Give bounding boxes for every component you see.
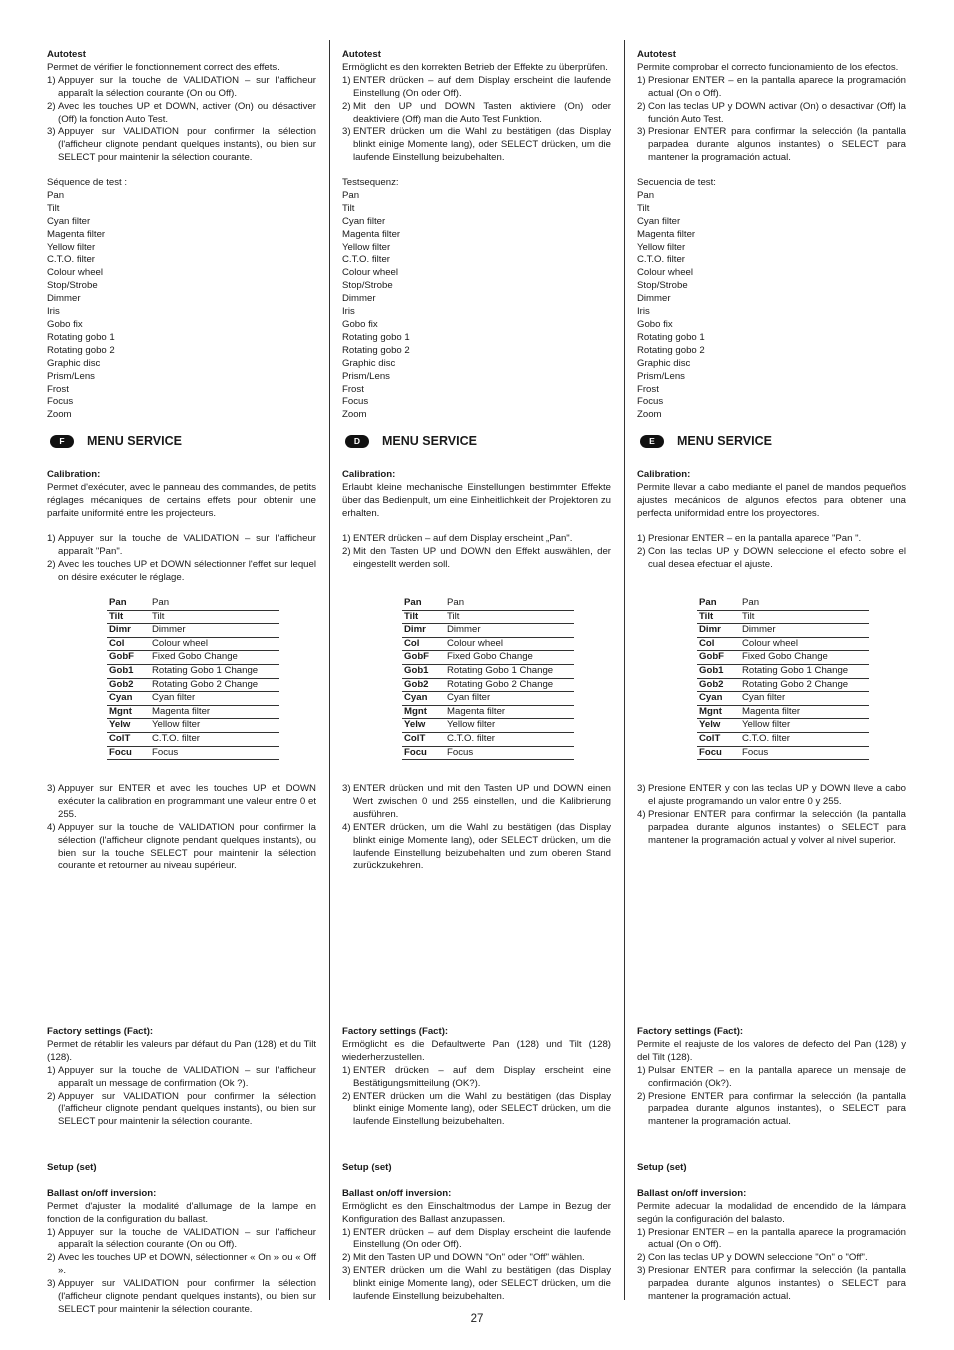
effect-name: C.T.O. filter — [152, 732, 279, 746]
step-item: 3) ENTER drücken um die Wahl zu bestätigen (das Display blinkt einige Momente lang), oder SELECT drücken, um die laufende Einstellung beizubehalten. — [342, 126, 611, 165]
table-row — [402, 664, 574, 678]
effect-name: Focus — [447, 746, 574, 760]
effect-code: Focu — [697, 746, 742, 760]
language-badge: E — [640, 435, 664, 448]
effect-name: Rotating Gobo 1 Change — [447, 664, 574, 678]
effect-code: Focu — [402, 746, 447, 760]
step-list — [342, 533, 611, 572]
subsection-heading: Ballast on/off inversion: — [637, 1187, 747, 1199]
effect-code: Pan — [402, 597, 447, 610]
section-intro: Permite comprobar el correcto funcionamiento de los efectos. — [637, 61, 899, 73]
calibration-section — [637, 469, 906, 521]
language-badge: D — [345, 435, 369, 448]
effect-name: Cyan filter — [447, 692, 574, 706]
table-row — [697, 705, 869, 719]
effect-code: Mgnt — [697, 705, 742, 719]
table-row — [107, 664, 279, 678]
sequence-item: Iris — [47, 306, 60, 318]
table-row — [107, 692, 279, 706]
column-divider — [624, 40, 625, 1300]
sequence-item: Tilt — [637, 202, 650, 214]
effect-code: Col — [107, 637, 152, 651]
calibration-table — [107, 597, 279, 760]
language-badge: F — [50, 435, 74, 448]
effect-name: Rotating Gobo 1 Change — [742, 664, 869, 678]
effect-name: Tilt — [152, 610, 279, 624]
effect-code: Mgnt — [107, 705, 152, 719]
section-intro: Permet d'ajuster la modalité d'allumage de la lampe en fonction de la configuration du ballast. — [47, 1200, 316, 1225]
effect-name: Yellow filter — [447, 719, 574, 733]
sequence-item: Rotating gobo 2 — [47, 344, 115, 356]
table-row — [402, 637, 574, 651]
step-item: 3) Appuyer sur VALIDATION pour confirmer la sélection (l'afficheur clignote pendant quelques instants), ou bien sur SELECT pour maintenir la sélection courante. — [47, 126, 316, 165]
column-spanish — [637, 49, 906, 1303]
calibration-table — [697, 597, 869, 760]
step-item: 1) ENTER drücken – auf dem Display erscheint eine Bestätigungsmitteilung (OK?). — [342, 1065, 611, 1091]
effect-code: Tilt — [402, 610, 447, 624]
step-item: 1) Pulsar ENTER – en la pantalla aparece un mensaje de confirmación (Ok?). — [637, 1065, 906, 1091]
sequence-item: Pan — [637, 189, 655, 201]
step-item: 2) Con las teclas UP y DOWN activar (On) o desactivar (Off) la función Auto Test. — [637, 101, 906, 127]
sequence-item: Colour wheel — [637, 267, 693, 279]
step-item: 2) Con las teclas UP y DOWN seleccione "On" o "Off". — [637, 1252, 906, 1265]
effect-code: Yelw — [697, 719, 742, 733]
sequence-item: Tilt — [342, 202, 355, 214]
test-sequence — [47, 177, 316, 422]
menu-title: MENU SERVICE — [382, 434, 477, 448]
sequence-item: Prism/Lens — [342, 370, 390, 382]
effect-code: Dimr — [107, 624, 152, 638]
table-row — [107, 678, 279, 692]
sequence-item: Cyan filter — [342, 215, 386, 227]
effect-name: Pan — [152, 597, 279, 610]
effect-code: ColT — [107, 732, 152, 746]
effect-name: Colour wheel — [447, 637, 574, 651]
effect-name: Pan — [742, 597, 869, 610]
sequence-item: Rotating gobo 1 — [637, 331, 705, 343]
table-row — [697, 637, 869, 651]
section-intro: Permite llevar a cabo mediante el panel de mandos pequeños ajustes mecánicos de algunos efectos para obtener una perfecta uniformidad entre los proyectores. — [637, 481, 906, 519]
step-list — [342, 1065, 611, 1130]
effect-code: Col — [697, 637, 742, 651]
table-row — [402, 597, 574, 610]
effect-name: Rotating Gobo 2 Change — [447, 678, 574, 692]
table-row — [697, 610, 869, 624]
sequence-item: Focus — [47, 396, 74, 408]
sequence-item: Graphic disc — [637, 357, 691, 369]
effect-code: Pan — [107, 597, 152, 610]
section-intro: Permite adecuar la modalidad de encendido de la lámpara según la configuración del balasto. — [637, 1200, 906, 1225]
sequence-item: Iris — [637, 306, 650, 318]
section-heading: Calibration: — [47, 469, 101, 480]
setup-section — [342, 1162, 611, 1304]
step-item: 1) Appuyer sur la touche de VALIDATION – sur l'afficheur apparaît "Pan". — [47, 533, 316, 559]
effect-code: Dimr — [402, 624, 447, 638]
test-sequence — [342, 177, 611, 422]
section-heading: Calibration: — [342, 469, 396, 480]
sequence-item: Gobo fix — [637, 318, 673, 330]
effect-name: Pan — [447, 597, 574, 610]
section-intro: Ermöglicht es den korrekten Betrieb der Effekte zu überprüfen. — [342, 61, 608, 73]
section-heading: Autotest — [342, 49, 381, 60]
step-item: 1) Presionar ENTER – en la pantalla aparece la programación actual (On o Off). — [637, 75, 906, 101]
table-row — [402, 746, 574, 760]
effect-code: GobF — [697, 651, 742, 665]
section-heading: Factory settings (Fact): — [342, 1026, 449, 1037]
step-item: 2) Avec les touches UP et DOWN, sélectionner « On » ou « Off ». — [47, 1252, 316, 1278]
table-row — [402, 732, 574, 746]
table-row — [107, 719, 279, 733]
step-item: 4) Appuyer sur la touche de VALIDATION pour confirmer la sélection (l'afficheur clignote pendant quelques instants), ou bien sur la touche SELECT pour maintenir la sélection courante et retourner au niveau supérieur. — [47, 822, 316, 874]
effect-code: Pan — [697, 597, 742, 610]
table-row — [402, 719, 574, 733]
effect-code: Tilt — [697, 610, 742, 624]
table-row — [107, 624, 279, 638]
step-item: 3) ENTER drücken um die Wahl zu bestätigen (das Display blinkt einige Momente lang), oder SELECT drücken, um die laufende Einstellung beizubehalten. — [342, 1265, 611, 1304]
effect-name: Yellow filter — [742, 719, 869, 733]
sequence-item: Yellow filter — [47, 241, 96, 253]
section-heading: Setup (set) — [47, 1162, 97, 1173]
step-item: 2) Avec les touches UP et DOWN sélectionner l'effet sur lequel on désire exécuter le réglage. — [47, 559, 316, 585]
step-item: 2) Avec les touches UP et DOWN, activer (On) ou désactiver (Off) la fonction Auto Test. — [47, 101, 316, 127]
table-row — [402, 705, 574, 719]
table-row — [107, 651, 279, 665]
step-list — [47, 75, 316, 165]
effect-code: Tilt — [107, 610, 152, 624]
effect-name: Focus — [152, 746, 279, 760]
step-item: 1) Appuyer sur la touche de VALIDATION – sur l'afficheur apparaît un message de confirmation (Ok ?). — [47, 1065, 316, 1091]
section-heading: Setup (set) — [637, 1162, 687, 1173]
table-row — [107, 732, 279, 746]
effect-code: Yelw — [107, 719, 152, 733]
effect-name: Tilt — [447, 610, 574, 624]
effect-code: Cyan — [697, 692, 742, 706]
sequence-item: C.T.O. filter — [47, 254, 95, 266]
autotest-section — [342, 49, 611, 165]
sequence-item: Graphic disc — [342, 357, 396, 369]
step-item: 1) ENTER drücken – auf dem Display erscheint „Pan". — [342, 533, 611, 546]
sequence-item: Focus — [342, 396, 369, 408]
sequence-item: Yellow filter — [342, 241, 391, 253]
step-item: 4) Presionar ENTER para confirmar la selección (la pantalla parpadea durante algunos instantes) o SELECT para mantener la programación actual y volver al nivel superior. — [637, 809, 906, 848]
step-list — [637, 75, 906, 165]
table-row — [697, 719, 869, 733]
factory-settings-section — [637, 1026, 906, 1129]
effect-name: Magenta filter — [742, 705, 869, 719]
step-item: 3) ENTER drücken und mit den Tasten UP und DOWN einen Wert zwischen 0 und 255 einstellen, und die Kalibrierung ausführen. — [342, 783, 611, 822]
section-heading: Calibration: — [637, 469, 691, 480]
effect-code: Gob1 — [107, 664, 152, 678]
effect-name: Colour wheel — [152, 637, 279, 651]
sequence-item: Cyan filter — [47, 215, 91, 227]
menu-title: MENU SERVICE — [87, 434, 182, 448]
step-list — [47, 1227, 316, 1317]
step-item: 1) Appuyer sur la touche de VALIDATION – sur l'afficheur apparaît la sélection courante (On ou Off). — [47, 1227, 316, 1253]
step-item: 1) ENTER drücken – auf dem Display erscheint die laufende Einstellung (On oder Off). — [342, 75, 611, 101]
step-item: 3) Presione ENTER y con las teclas UP y DOWN lleve a cabo el ajuste programando un valor entre 0 y 255. — [637, 783, 906, 809]
sequence-item: Cyan filter — [637, 215, 681, 227]
section-heading: Autotest — [47, 49, 86, 60]
sequence-item: Dimmer — [637, 293, 671, 305]
section-intro: Erlaubt kleine mechanische Einstellungen bestimmter Effekte über das Bedienpult, um eine Einheitlichkeit der Projektoren zu erhalten. — [342, 481, 611, 519]
factory-settings-section — [47, 1026, 316, 1129]
sequence-item: Gobo fix — [342, 318, 378, 330]
effect-code: Gob1 — [697, 664, 742, 678]
section-intro: Permet de vérifier le fonctionnement correct des effets. — [47, 61, 280, 73]
table-row — [402, 678, 574, 692]
step-list — [47, 1065, 316, 1130]
calibration-steps-b — [342, 783, 611, 873]
section-intro: Permet d'exécuter, avec le panneau des commandes, de petits réglages mécaniques de certains effets pour obtenir une parfaite uniformité entre les projecteurs. — [47, 481, 316, 519]
sequence-item: Stop/Strobe — [637, 280, 688, 292]
effect-code: GobF — [107, 651, 152, 665]
sequence-item: Tilt — [47, 202, 60, 214]
step-item: 1) Presionar ENTER – en la pantalla aparece la programación actual (On o Off). — [637, 1227, 906, 1253]
sequence-item: Frost — [342, 383, 364, 395]
table-row — [697, 678, 869, 692]
sequence-item: Magenta filter — [342, 228, 401, 240]
sequence-item: Frost — [47, 383, 69, 395]
subsection-heading: Ballast on/off inversion: — [342, 1187, 452, 1199]
sequence-item: Yellow filter — [637, 241, 686, 253]
column-divider — [329, 40, 330, 1300]
sequence-item: Zoom — [637, 409, 662, 421]
section-intro: Ermöglicht es den Einschaltmodus der Lampe in Bezug der Konfiguration des Ballast anzupassen. — [342, 1200, 611, 1225]
sequence-item: Gobo fix — [47, 318, 83, 330]
sequence-item: Pan — [342, 189, 360, 201]
factory-settings-section — [342, 1026, 611, 1129]
column-french — [47, 49, 316, 1315]
effect-code: ColT — [402, 732, 447, 746]
calibration-steps-b — [637, 783, 906, 848]
step-item: 2) Appuyer sur VALIDATION pour confirmer la sélection (l'afficheur clignote pendant quelques instants), ou bien sur SELECT pour maintenir la sélection courante. — [47, 1091, 316, 1130]
effect-name: Magenta filter — [447, 705, 574, 719]
effect-name: Magenta filter — [152, 705, 279, 719]
effect-code: Gob2 — [107, 678, 152, 692]
sequence-title: Testsequenz: — [342, 177, 399, 188]
effect-code: GobF — [402, 651, 447, 665]
sequence-item: Prism/Lens — [47, 370, 95, 382]
section-heading: Setup (set) — [342, 1162, 392, 1173]
sequence-item: Rotating gobo 1 — [342, 331, 410, 343]
table-row — [107, 705, 279, 719]
table-row — [107, 746, 279, 760]
sequence-item: Graphic disc — [47, 357, 101, 369]
effect-code: Dimr — [697, 624, 742, 638]
setup-section — [637, 1162, 906, 1304]
step-item: 3) Appuyer sur VALIDATION pour confirmer la sélection (l'afficheur clignote pendant quelques instants), ou bien sur SELECT pour maintenir la sélection courante. — [47, 1278, 316, 1317]
page-number: 27 — [470, 1313, 484, 1325]
sequence-item: C.T.O. filter — [637, 254, 685, 266]
table-row — [402, 651, 574, 665]
effect-name: Dimmer — [152, 624, 279, 638]
column-german — [342, 49, 611, 1303]
table-row — [402, 610, 574, 624]
menu-title: MENU SERVICE — [677, 434, 772, 448]
step-item: 2) Mit den UP und DOWN Tasten aktiviere (On) oder deaktiviere (Off) man die Auto Test Funktion. — [342, 101, 611, 127]
sequence-item: Dimmer — [47, 293, 81, 305]
step-list — [47, 533, 316, 585]
sequence-title: Secuencia de test: — [637, 177, 716, 188]
table-row — [697, 692, 869, 706]
effect-name: Fixed Gobo Change — [447, 651, 574, 665]
section-intro: Permet de rétablir les valeurs par défaut du Pan (128) et du Tilt (128). — [47, 1038, 316, 1063]
step-item: 2) ENTER drücken um die Wahl zu bestätigen (das Display blinkt einige Momente lang), oder SELECT drücken, um die laufende Einstellung beizubehalten. — [342, 1091, 611, 1130]
sequence-item: Magenta filter — [47, 228, 106, 240]
sequence-item: Prism/Lens — [637, 370, 685, 382]
step-list — [342, 783, 611, 873]
step-list — [47, 783, 316, 873]
table-row — [697, 746, 869, 760]
step-list — [342, 75, 611, 165]
sequence-item: Frost — [637, 383, 659, 395]
step-list — [342, 1227, 611, 1304]
effect-name: Fixed Gobo Change — [742, 651, 869, 665]
calibration-table — [402, 597, 574, 760]
table-row — [107, 597, 279, 610]
effect-name: C.T.O. filter — [742, 732, 869, 746]
calibration-section — [47, 469, 316, 521]
subsection-heading: Ballast on/off inversion: — [47, 1187, 157, 1199]
effect-name: Yellow filter — [152, 719, 279, 733]
effect-code: Yelw — [402, 719, 447, 733]
table-row — [697, 597, 869, 610]
effect-name: Dimmer — [447, 624, 574, 638]
effect-code: Gob2 — [402, 678, 447, 692]
step-list — [637, 1065, 906, 1130]
table-row — [402, 692, 574, 706]
table-row — [697, 624, 869, 638]
effect-name: Rotating Gobo 2 Change — [742, 678, 869, 692]
effect-name: Focus — [742, 746, 869, 760]
section-heading: Autotest — [637, 49, 676, 60]
step-item: 2) Mit den Tasten UP und DOWN den Effekt auswählen, der eingestellt werden soll. — [342, 546, 611, 572]
sequence-item: Zoom — [342, 409, 367, 421]
effect-code: Focu — [107, 746, 152, 760]
calibration-steps-b — [47, 783, 316, 873]
effect-code: Cyan — [107, 692, 152, 706]
calibration-steps-a — [637, 533, 906, 572]
calibration-steps-a — [47, 533, 316, 585]
autotest-section — [47, 49, 316, 165]
sequence-item: Colour wheel — [47, 267, 103, 279]
step-item: 3) Presionar ENTER para confirmar la selección (la pantalla parpadea durante algunos instantes) o SELECT para mantener la programación actual. — [637, 1265, 906, 1304]
step-list — [637, 783, 906, 848]
effect-code: ColT — [697, 732, 742, 746]
step-item: 2) Presione ENTER para confirmar la selección (la pantalla parpadea durante algunos instantes), o SELECT para mantener la programación actual. — [637, 1091, 906, 1130]
table-row — [697, 651, 869, 665]
section-intro: Permite el reajuste de los valores de defecto del Pan (128) y del Tilt (128). — [637, 1038, 906, 1063]
sequence-item: C.T.O. filter — [342, 254, 390, 266]
effect-name: Tilt — [742, 610, 869, 624]
section-heading: Factory settings (Fact): — [637, 1026, 744, 1037]
sequence-item: Zoom — [47, 409, 72, 421]
section-heading: Factory settings (Fact): — [47, 1026, 154, 1037]
step-item: 1) Presionar ENTER – en la pantalla aparece "Pan ". — [637, 533, 906, 546]
section-intro: Ermöglicht es die Defaultwerte Pan (128) und Tilt (128) wiederherzustellen. — [342, 1038, 611, 1063]
effect-name: Rotating Gobo 2 Change — [152, 678, 279, 692]
step-item: 3) Presionar ENTER para confirmar la selección (la pantalla parpadea durante algunos instantes) o SELECT para mantener la programación actual. — [637, 126, 906, 165]
sequence-item: Rotating gobo 2 — [637, 344, 705, 356]
sequence-item: Magenta filter — [637, 228, 696, 240]
sequence-title: Séquence de test : — [47, 177, 128, 188]
effect-code: Col — [402, 637, 447, 651]
effect-name: Cyan filter — [742, 692, 869, 706]
sequence-item: Stop/Strobe — [342, 280, 393, 292]
table-row — [697, 732, 869, 746]
effect-name: Cyan filter — [152, 692, 279, 706]
effect-code: Gob2 — [697, 678, 742, 692]
sequence-item: Rotating gobo 1 — [47, 331, 115, 343]
step-list — [637, 1227, 906, 1304]
sequence-item: Colour wheel — [342, 267, 398, 279]
calibration-steps-a — [342, 533, 611, 572]
step-item: 3) Appuyer sur ENTER et avec les touches UP et DOWN exécuter la calibration en programmant une valeur entre 0 et 255. — [47, 783, 316, 822]
effect-code: Cyan — [402, 692, 447, 706]
table-row — [107, 610, 279, 624]
step-item: 2) Con las teclas UP y DOWN seleccione el efecto sobre el cual desea efectuar el ajuste. — [637, 546, 906, 572]
effect-name: Rotating Gobo 1 Change — [152, 664, 279, 678]
step-list — [637, 533, 906, 572]
sequence-item: Pan — [47, 189, 65, 201]
table-row — [697, 664, 869, 678]
sequence-item: Focus — [637, 396, 664, 408]
step-item: 1) ENTER drücken – auf dem Display erscheint die laufende Einstellung (On oder Off). — [342, 1227, 611, 1253]
sequence-item: Dimmer — [342, 293, 376, 305]
effect-code: Mgnt — [402, 705, 447, 719]
effect-name: C.T.O. filter — [447, 732, 574, 746]
effect-name: Dimmer — [742, 624, 869, 638]
step-item: 4) ENTER drücken, um die Wahl zu bestätigen (das Display blinkt einige Momente lang), oder SELECT drücken, um die laufende Einstellung beizubehalten und zum oberen Stand zurückzukehren. — [342, 822, 611, 874]
test-sequence — [637, 177, 906, 422]
autotest-section — [637, 49, 906, 165]
effect-name: Colour wheel — [742, 637, 869, 651]
sequence-item: Rotating gobo 2 — [342, 344, 410, 356]
step-item: 1) Appuyer sur la touche de VALIDATION – sur l'afficheur apparaît la sélection courante (On ou Off). — [47, 75, 316, 101]
sequence-item: Iris — [342, 306, 355, 318]
setup-section — [47, 1162, 316, 1317]
sequence-item: Stop/Strobe — [47, 280, 98, 292]
calibration-section — [342, 469, 611, 521]
table-row — [402, 624, 574, 638]
effect-name: Fixed Gobo Change — [152, 651, 279, 665]
step-item: 2) Mit den Tasten UP und DOWN "On" oder "Off" wählen. — [342, 1252, 611, 1265]
effect-code: Gob1 — [402, 664, 447, 678]
table-row — [107, 637, 279, 651]
